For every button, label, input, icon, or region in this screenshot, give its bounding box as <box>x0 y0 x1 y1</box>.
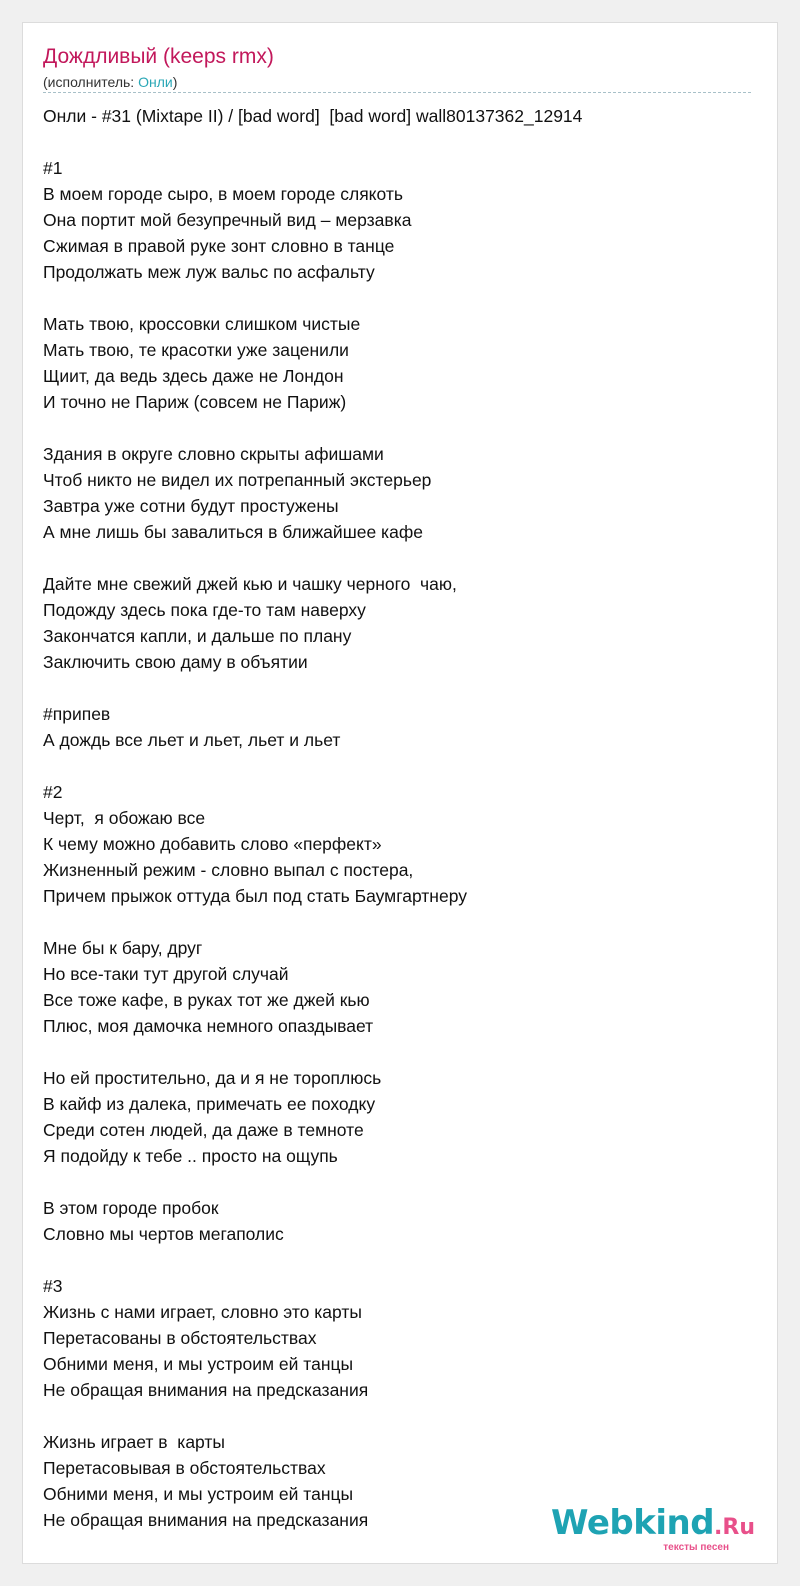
lyrics-line: Среди сотен людей, да даже в темноте <box>43 1120 364 1140</box>
lyrics-blank-line <box>43 753 763 779</box>
lyrics-line: Я подойду к тебе .. просто на ощупь <box>43 1146 338 1166</box>
lyrics-line: Мне бы к бару, друг <box>43 938 203 958</box>
lyrics-line: Мать твою, те красотки уже заценили <box>43 340 349 360</box>
artist-line <box>43 73 177 91</box>
lyrics-line: Все тоже кафе, в руках тот же джей кью <box>43 990 370 1010</box>
site-logo[interactable] <box>551 1503 755 1553</box>
lyrics-card <box>22 22 778 1564</box>
lyrics-line: Онли - #31 (Mixtape II) / [bad word] [bad word] wall80137362_12914 <box>43 106 583 126</box>
lyrics-line: Сжимая в правой руке зонт словно в танце <box>43 236 395 256</box>
lyrics-line: Обними меня, и мы устроим ей танцы <box>43 1484 354 1504</box>
lyrics-blank-line <box>43 129 763 155</box>
logo-name: Webkind <box>551 1503 715 1543</box>
lyrics-line: Жизненный режим - словно выпал с постера, <box>43 860 414 880</box>
lyrics-line: К чему можно добавить слово «перфект» <box>43 834 382 854</box>
lyrics-line: Щиит, да ведь здесь даже не Лондон <box>43 366 344 386</box>
lyrics-line: А мне лишь бы завалиться в ближайшее кафе <box>43 522 423 542</box>
lyrics-line: А дождь все льет и льет, льет и льет <box>43 730 341 750</box>
lyrics-line: Словно мы чертов мегаполис <box>43 1224 284 1244</box>
lyrics-line: #2 <box>43 782 63 802</box>
lyrics-line: Плюс, моя дамочка немного опаздывает <box>43 1016 374 1036</box>
lyrics-line: Перетасованы в обстоятельствах <box>43 1328 317 1348</box>
lyrics-line: Перетасовывая в обстоятельствах <box>43 1458 326 1478</box>
lyrics-line: И точно не Париж (совсем не Париж) <box>43 392 347 412</box>
lyrics-line: Продолжать меж луж вальс по асфальту <box>43 262 375 282</box>
lyrics-line: Подожду здесь пока где-то там наверху <box>43 600 366 620</box>
lyrics-line: В этом городе пробок <box>43 1198 219 1218</box>
lyrics-line: В кайф из далека, примечать ее походку <box>43 1094 376 1114</box>
lyrics-line: Дайте мне свежий джей кью и чашку черного чаю, <box>43 574 457 594</box>
lyrics-line: Черт, я обожаю все <box>43 808 206 828</box>
lyrics-line: В моем городе сыро, в моем городе слякоть <box>43 184 403 204</box>
lyrics-blank-line <box>43 1403 763 1429</box>
lyrics-blank-line <box>43 909 763 935</box>
lyrics-line: Здания в округе словно скрыты афишами <box>43 444 384 464</box>
lyrics-blank-line <box>43 545 763 571</box>
title-divider <box>43 92 751 93</box>
lyrics-line: Закончатся капли, и дальше по плану <box>43 626 352 646</box>
artist-prefix: (исполнитель: <box>43 74 139 90</box>
song-title: Дождливый (keeps rmx) <box>43 45 274 68</box>
lyrics-line: Чтоб никто не видел их потрепанный экстерьер <box>43 470 432 490</box>
lyrics-line: Не обращая внимания на предсказания <box>43 1380 369 1400</box>
lyrics-blank-line <box>43 285 763 311</box>
lyrics-blank-line <box>43 1169 763 1195</box>
lyrics-line: Но ей простительно, да и я не тороплюсь <box>43 1068 382 1088</box>
lyrics-line: Жизнь с нами играет, словно это карты <box>43 1302 362 1322</box>
lyrics-blank-line <box>43 415 763 441</box>
lyrics-line: #3 <box>43 1276 63 1296</box>
artist-suffix: ) <box>172 74 178 90</box>
lyrics-line: Обними меня, и мы устроим ей танцы <box>43 1354 354 1374</box>
lyrics-line: #припев <box>43 704 111 724</box>
lyrics-blank-line <box>43 675 763 701</box>
lyrics-line: Причем прыжок оттуда был под стать Баумгартнеру <box>43 886 467 906</box>
lyrics-line: #1 <box>43 158 63 178</box>
lyrics-line: Жизнь играет в карты <box>43 1432 225 1452</box>
logo-tld: .Ru <box>714 1515 755 1540</box>
lyrics-blank-line <box>43 1247 763 1273</box>
lyrics-blank-line <box>43 1039 763 1065</box>
lyrics-line: Заключить свою даму в объятии <box>43 652 308 672</box>
artist-link[interactable]: Онли <box>138 74 173 90</box>
lyrics-line: Мать твою, кроссовки слишком чистые <box>43 314 361 334</box>
lyrics-line: Она портит мой безупречный вид – мерзавка <box>43 210 412 230</box>
lyrics-line: Не обращая внимания на предсказания <box>43 1510 369 1530</box>
lyrics-line: Завтра уже сотни будут простужены <box>43 496 339 516</box>
lyrics-body <box>43 103 763 1533</box>
lyrics-line: Но все-таки тут другой случай <box>43 964 289 984</box>
logo-tagline: тексты песен <box>663 1542 729 1553</box>
